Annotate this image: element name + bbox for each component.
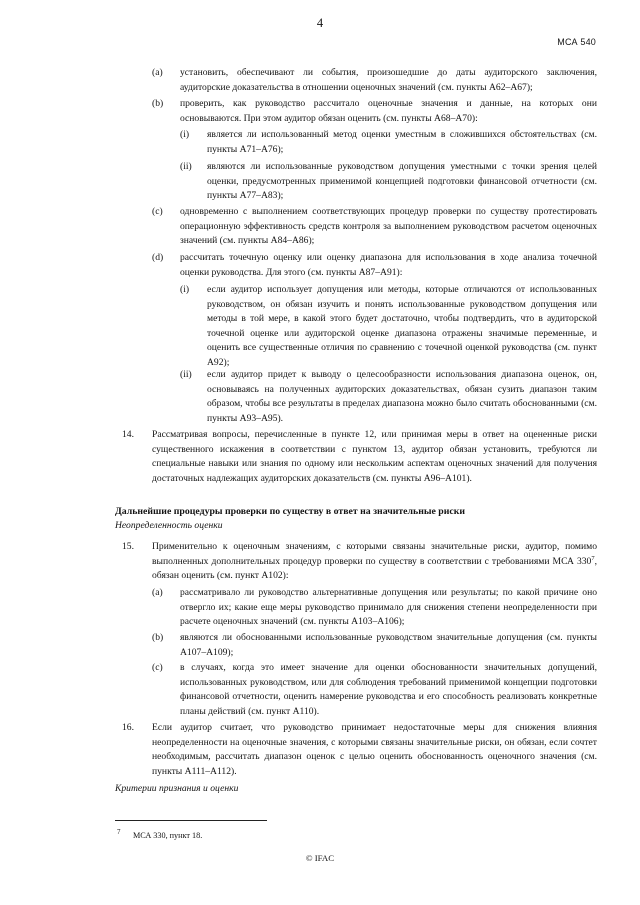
paragraph-13a: установить, обеспечивают ли события, произошедшие до даты аудиторского заключения, аудиторские доказательства в отношении оценочных значений (см. пункты A62–A67); [180,67,597,93]
list-label-13d-i: (i) [180,284,190,295]
copyright-footer: © IFAC [305,853,335,863]
paragraph-13d-ii: если аудитор придет к выводу о целесообразности использования диапазона оценок, он, основываясь на полученных аудиторских доказательствах, обязан сузить диапазон таким образом, чтобы все результаты в пределах диапазона можно было считать обоснованными (см. пункты A93–A95). [207,369,597,424]
paragraph-13d-i: если аудитор использует допущения или методы, которые отличаются от использованных руководством, он обязан изучить и понять использованные руководством допущения или методы в той мере, в какой этого будет достаточно, чтобы подтвердить, что в аудиторской точечной оценке или аудиторской оценке диапазона отражены значимые переменные, и оценить все существенные отличия по сравнению с точечной оценкой руководства (см. пункт A92); [207,284,597,368]
list-label-15a: (a) [152,587,163,598]
paragraph-15a: рассматривало ли руководство альтернативные допущения или результаты; по какой причине оно отвергло их; какие еще меры руководство принимало для снижения степени неопределенности при расчете оценочных значений (см. пункты A103–A106); [180,587,597,628]
list-label-13d: (d) [152,252,164,263]
list-label-13a: (a) [152,67,163,78]
list-label-13b-i: (i) [180,129,190,140]
paragraph-15 [152,540,597,584]
paragraph-number-14: 14. [122,429,134,440]
paragraph-16: Если аудитор считает, что руководство принимает недостаточные меры для снижения влияния неопределенности на оценочные значения, с которыми связаны значительные риски, он обязан, если сочтет необходимым, рассчитать диапазон оценок с целью оценить обоснованность оценочного значения (см. пункты A111–A112). [152,722,597,777]
paragraph-13b: проверить, как руководство рассчитало оценочные значения и данные, на которых они основываются. При этом аудитор обязан оценить (см. пункты A68–A70): [180,98,597,124]
list-label-13b: (b) [152,98,164,109]
paragraph-15-text: Применительно к оценочным значениям, с которыми связаны значительные риски, аудитор, помимо выполненных дополнительных процедур проверки по существу в соответствии с требованиями МСА 330 [152,541,597,567]
document-code: МСА 540 [557,37,596,47]
paragraph-15-text-end: , обязан оценить (см. пункт A102): [152,555,597,582]
list-label-13d-ii: (ii) [180,369,192,380]
footnote-reference: 7 [591,554,595,562]
paragraph-14: Рассматривая вопросы, перечисленные в пункте 12, или принимая меры в ответ на оцененные риски существенного искажения в соответствии с пунктом 13, аудитор обязан установить, требуются ли специальные навыки или знания по одному или нескольким аспектам оценочных значений для получения достаточных надлежащих аудиторских доказательств (см. пункты A96–A101). [152,429,597,484]
footnote-divider [115,820,267,821]
section-heading: Дальнейшие процедуры проверки по существу в ответ на значительные риски [115,506,466,517]
list-label-15b: (b) [152,632,164,643]
paragraph-13c: одновременно с выполнением соответствующих процедур проверки по существу протестировать операционную эффективность средств контроля за выполнением руководством расчетом оценочных значений (см. пункты A84–A86); [180,206,597,247]
paragraph-13d: рассчитать точечную оценку или оценку диапазона для использования в ходе анализа точечной оценки руководства. Для этого (см. пункты A87–A91): [180,252,597,278]
paragraph-number-15: 15. [122,541,134,552]
subheading-estimation-uncertainty: Неопределенность оценки [115,520,223,531]
list-label-13b-ii: (ii) [180,161,192,172]
list-label-13c: (c) [152,206,163,217]
page-number: 4 [316,16,324,30]
paragraph-number-16: 16. [122,722,134,733]
paragraph-13b-i: является ли использованный метод оценки уместным в сложившихся обстоятельствах (см. пункты A71–A76); [207,129,597,155]
paragraph-15c: в случаях, когда это имеет значение для оценки обоснованности значительных допущений, использованных руководством, или для соблюдения требований применимой концепции подготовки финансовой отчетности, оценить намерение руководства и его способность реализовать конкретные планы действий (см. пункт A110). [180,662,597,717]
list-label-15c: (c) [152,662,163,673]
paragraph-15b: являются ли обоснованными использованные руководством значительные допущения (см. пункты A107–A109); [180,632,597,658]
footnote-text: МСА 330, пункт 18. [133,831,203,840]
subheading-recognition-criteria: Критерии признания и оценки [115,783,239,794]
paragraph-13b-ii: являются ли использованные руководством допущения уместными с точки зрения целей оценки, предусмотренных применимой концепцией подготовки финансовой отчетности (см. пункты A77–A83); [207,161,597,202]
footnote-number: 7 [117,828,121,836]
